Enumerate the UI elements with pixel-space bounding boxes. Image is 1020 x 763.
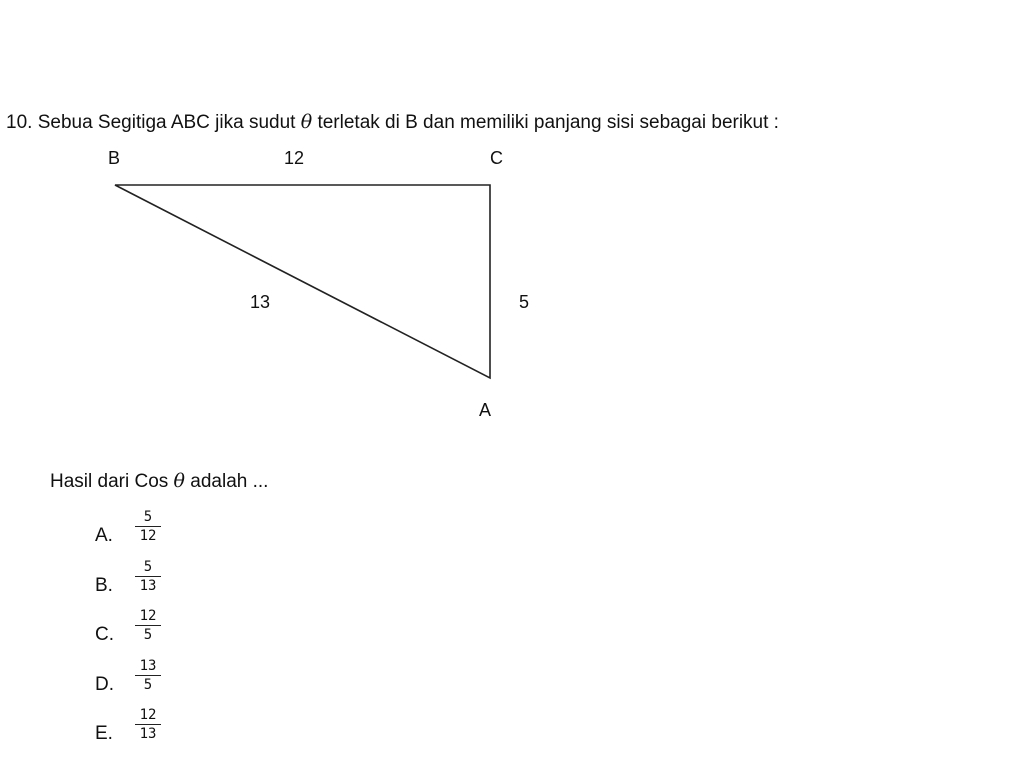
vertex-b-label: B	[108, 148, 121, 168]
numerator: 12	[135, 707, 161, 725]
option-letter: C.	[95, 624, 114, 645]
fraction	[135, 658, 161, 693]
numerator: 5	[135, 559, 161, 577]
prompt-after: adalah ...	[190, 471, 269, 492]
denominator: 5	[143, 627, 153, 643]
question-number: 10.	[6, 112, 33, 133]
option-letter: D.	[95, 674, 114, 695]
denominator: 13	[139, 578, 157, 594]
option-c[interactable]	[95, 608, 215, 664]
denominator: 12	[139, 528, 157, 544]
option-letter: B.	[95, 575, 113, 596]
numerator: 5	[135, 509, 161, 527]
fraction	[135, 707, 161, 742]
numerator: 12	[135, 608, 161, 626]
vertex-a-label: A	[479, 400, 492, 420]
denominator: 5	[143, 677, 153, 693]
fraction	[135, 509, 161, 544]
option-e[interactable]	[95, 707, 215, 763]
triangle-abc	[115, 185, 490, 378]
numerator: 13	[135, 658, 161, 676]
side-ca-label: 5	[519, 292, 530, 312]
fraction	[135, 559, 161, 594]
option-a[interactable]	[95, 509, 215, 565]
prompt-text	[50, 470, 268, 493]
side-bc-label: 12	[284, 148, 305, 168]
fraction	[135, 608, 161, 643]
denominator: 13	[139, 726, 157, 742]
question-text-before: Sebua Segitiga ABC jika sudut	[37, 112, 296, 133]
option-letter: A.	[95, 525, 113, 546]
option-letter: E.	[95, 723, 113, 744]
vertex-c-label: C	[490, 148, 503, 168]
prompt-before: Hasil dari Cos	[50, 471, 169, 492]
side-ab-label: 13	[250, 292, 271, 312]
theta-symbol: θ	[173, 470, 185, 492]
question-text-after: terletak di B dan memiliki panjang sisi sebagai berikut :	[317, 112, 779, 133]
theta-symbol: θ	[300, 111, 313, 133]
